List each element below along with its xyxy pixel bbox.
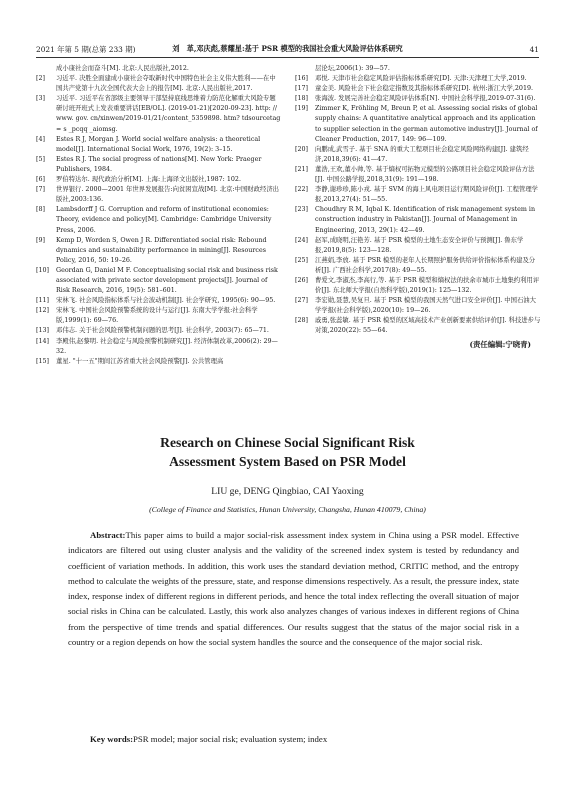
reference-entry <box>36 135 282 155</box>
reference-text: 邓悦. 天津市社会稳定风险评估指标体系研究[D]. 天津:天津理工大学,2019. <box>315 75 527 83</box>
reference-number: [28] <box>295 317 309 325</box>
reference-entry <box>295 276 541 296</box>
reference-number: [23] <box>295 206 309 214</box>
reference-entry <box>36 205 282 235</box>
reference-text: 李殿伟,赵黎明. 社会稳定与风险预警机制研究[J]. 经济体制改革,2006(2): 29—32. <box>56 337 278 355</box>
abstract-label: Abstract: <box>90 530 126 540</box>
abstract <box>68 528 519 650</box>
reference-text: Zimmer K, Fröhling M, Breun P, et al. Assessing social risks of global supply chains: A quantitative analytical approach and its application to supplier selection in the german automotive industry[J]. Journal of Cleaner Production, 2017, 149: 96—109. <box>315 105 538 143</box>
reference-entry <box>295 296 541 316</box>
reference-entry <box>295 185 541 205</box>
reference-entry <box>295 316 541 336</box>
reference-number: [5] <box>36 155 45 163</box>
reference-entry <box>295 84 541 94</box>
reference-text: Kemp D, Worden S, Owen J R. Differentiated social risk: Rebound dynamics and sustainability performance in mining[J]. Resources Policy, 2016, 50: 19–26. <box>56 236 267 264</box>
reference-text: 宋林飞. 中国社会风险预警系统的设计与运行[J]. 东南大学学报:社会科学版,1999(1): 69—76. <box>56 307 258 325</box>
reference-entry <box>295 256 541 276</box>
title-line: Assessment System Based on PSR Model <box>169 454 406 469</box>
reference-number: [17] <box>295 85 309 93</box>
header-rule <box>36 57 539 58</box>
reference-entry <box>36 337 282 357</box>
reference-number: [26] <box>295 276 309 284</box>
reference-text: 宋林飞. 社会风险指标体系与社会波动机制[J]. 社会学研究, 1995(6): 90—95. <box>56 297 276 305</box>
reference-text: 习近平. 习近平在省部级主要领导干部坚持底线思维着力防范化解重大风险专题研讨班开班式上发表重要讲话[EB/OL]. (2019-01-21)[2020-09-23]. http: // www. gov. cn/xinwen/2019-01/21/content_5359898. htm? tdsourcetag = s _pcqq _aiomsg. <box>56 95 281 133</box>
references-right-column <box>295 64 541 350</box>
running-title: 刘 革,邓庆彪,蔡耀星:基于 PSR 模型的我国社会重大风险评估体系研究 <box>172 44 403 53</box>
reference-text: 罗伯特达尔. 现代政治分析[M]. 上海:上海译文出版社,1987: 102. <box>56 176 241 184</box>
reference-text: Geordan G, Daniel M F. Conceptualising social risk and business risk associated with private sector development projects[J]. Journal of Risk Research, 2016, 19(5): 581–601. <box>56 266 278 295</box>
reference-text: 李宏勋,聂慧,吴复旦. 基于 PSR 模型的我国天然气进口安全评价[J]. 中国石油大学学报(社会科学版),2020(10): 19—26. <box>315 297 536 315</box>
affiliation: (College of Finance and Statistics, Hunan University, Changsha, Hunan 410079, China) <box>149 505 426 514</box>
reference-number: [9] <box>36 236 45 244</box>
reference-number: [13] <box>36 327 50 335</box>
reference-number: [15] <box>36 357 50 365</box>
reference-text: 童金美. 风险社会下社会稳定指数及其指标体系研究[D]. 杭州:浙江大学,2019. <box>315 85 534 93</box>
reference-entry <box>36 74 282 94</box>
reference-text: 邓伟志. 关于社会风险预警机制问题的思考[J]. 社会科学, 2003(7): 65—71. <box>56 327 269 335</box>
reference-number: [3] <box>36 95 45 103</box>
reference-number: [18] <box>295 95 309 103</box>
reference-text: 向鹏成,武雪子. 基于 SNA 的重大工程项目社会稳定风险网络构建[J]. 建筑经济,2018,39(6): 41—47. <box>315 145 529 163</box>
editor-note: (责任编辑:宁晓青) <box>469 339 531 349</box>
reference-text: 曹爱文,李淑杰,李高行,等. 基于 PSR 模型和熵权法的扶余市城市土地集约利用评价[J]. 东北师大学报(自然科学版),2019(1): 125—132. <box>315 276 540 295</box>
reference-number: [22] <box>295 186 309 194</box>
reference-number: [16] <box>295 75 309 83</box>
reference-number: [7] <box>36 186 45 194</box>
reference-entry <box>36 185 282 205</box>
reference-number: [27] <box>295 297 309 305</box>
reference-entry <box>36 306 282 326</box>
abstract-text: This paper aims to build a major social-risk assessment index system in China using a PSR model. Effective indicators are filtered out using cluster analysis and the validity of the screened index system is tested by redundancy and coefficient of variation methods. In addition, this work uses the standard deviation method, CRITIC method, and the entropy method to calculate the weights of the pressure, state, and response dimensions respectively. As a result, the pressure index, state index, response index of different regions in different periods, and hence the total index reflecting the overall situation of major social risks in China can be calculated. Lastly, this work also analyzes changes of various indexes in different regions of China from the perspective of time trends and spatial differences. Our results suggest that the status of the major social risk in a country or a region depends on how the social system handles the source and the consequence of the major social risk. <box>68 530 519 648</box>
reference-text: Estes R J. The social progress of nations[M]. New York: Praeger Publishers, 1984. <box>56 155 262 173</box>
reference-entry <box>36 357 282 367</box>
keywords-text: PSR model; major social risk; evaluation system; index <box>133 734 328 744</box>
reference-text: Estes R J, Morgan J. World social welfare analysis: a theoretical model[J]. International Social Work, 1976, 19(2): 3–15. <box>56 135 261 153</box>
reference-entry <box>36 326 282 336</box>
english-title <box>36 433 539 471</box>
reference-number: [10] <box>36 266 50 274</box>
reference-entry <box>295 94 541 104</box>
reference-text: 成小康社会而奋斗[M]. 北京:人民出版社,2012. <box>56 65 189 72</box>
reference-entry <box>36 155 282 175</box>
reference-text: 习近平. 决胜全面建成小康社会夺取新时代中国特色社会主义伟大胜利——在中国共产党第十九次全国代表大会上的报告[M]. 北京:人民出版社,2017. <box>56 75 276 93</box>
reference-text: 李静,谢珍珍,陈小戎. 基于 SVM 的海上风电项目运行期风险评价[J]. 工程管理学报,2013,27(4): 51—55. <box>315 186 539 204</box>
reference-number: [12] <box>36 307 50 315</box>
reference-entry <box>36 296 282 306</box>
reference-entry <box>295 74 541 84</box>
reference-text: 世界银行. 2000—2001 年世界发展报告:向贫困宣战[M]. 北京:中国财政经济出版社,2003:136. <box>56 186 280 204</box>
reference-entry <box>36 64 282 74</box>
reference-number: [14] <box>36 337 50 345</box>
reference-text: Choudhry R M, Iqbal K. Identification of risk management system in construction industry in Pakistan[J]. Journal of Management in Engineering, 2013, 29(1): 42—49. <box>315 206 536 234</box>
reference-number: [2] <box>36 75 45 83</box>
reference-entry <box>36 266 282 296</box>
reference-number: [8] <box>36 206 45 214</box>
running-header <box>36 42 539 56</box>
title-line: Research on Chinese Social Significant Risk <box>160 435 415 450</box>
reference-number: [24] <box>295 236 309 244</box>
reference-number: [21] <box>295 165 309 173</box>
reference-number: [19] <box>295 105 309 113</box>
reference-entry <box>295 145 541 165</box>
reference-entry <box>295 104 541 144</box>
reference-text: Lambsdorff J G. Corruption and reform of institutional economies: Theory, evidence and policy[M]. Cambridge: Cambridge University Press, 2006. <box>56 206 272 234</box>
reference-text: 董星. "十一五"期间江苏省重大社会风险预警[J]. 公共管理高 <box>56 357 224 365</box>
reference-entry <box>295 205 541 235</box>
authors: LIU ge, DENG Qingbiao, CAI Yaoxing <box>211 486 364 497</box>
reference-number: [25] <box>295 256 309 264</box>
reference-text: 董浩,王欢,董小帅,等. 基于熵权可拓物元模型的公路项目社会稳定风险评估方法[J]. 中国公路学报,2018,31(9): 191—198. <box>315 165 535 184</box>
issue-info: 2021 年第 5 期(总第 233 期) <box>36 44 136 54</box>
reference-text: 江燕娟,李放. 基于 PSR 模型的老年人长期照护服务供给评价指标体系构建及分析[J]. 广西社会科学,2017(8): 49—55. <box>315 256 536 274</box>
reference-number: [11] <box>36 297 50 305</box>
reference-entry <box>295 64 541 74</box>
reference-number: [4] <box>36 135 45 143</box>
reference-text: 戚勇,张蕊敏. 基于 PSR 模型的区域高技术产业创新要素供给评价[J]. 科技进步与对策,2020(22): 55—64. <box>315 317 541 335</box>
reference-entry <box>295 165 541 185</box>
reference-entry <box>36 94 282 134</box>
reference-number: [20] <box>295 145 309 153</box>
references-left-column <box>36 64 282 367</box>
page-number: 41 <box>529 44 539 54</box>
reference-entry <box>295 236 541 256</box>
reference-entry <box>36 236 282 266</box>
reference-entry <box>36 175 282 185</box>
reference-text: 赵军,成晓明,汪艳芳. 基于 PSR 模型的土地生态安全评价与预测[J]. 鲁东学报,2019,8(5): 123—128. <box>315 236 524 254</box>
reference-text: 层论坛,2006(1): 39—57. <box>315 65 390 72</box>
reference-number: [6] <box>36 176 45 184</box>
keywords-label: Key words: <box>90 734 134 744</box>
keywords <box>90 734 519 744</box>
reference-text: 张海波. 发展完善社会稳定风险评估体系[N]. 中国社会科学报,2019-07-31(6). <box>315 95 536 103</box>
